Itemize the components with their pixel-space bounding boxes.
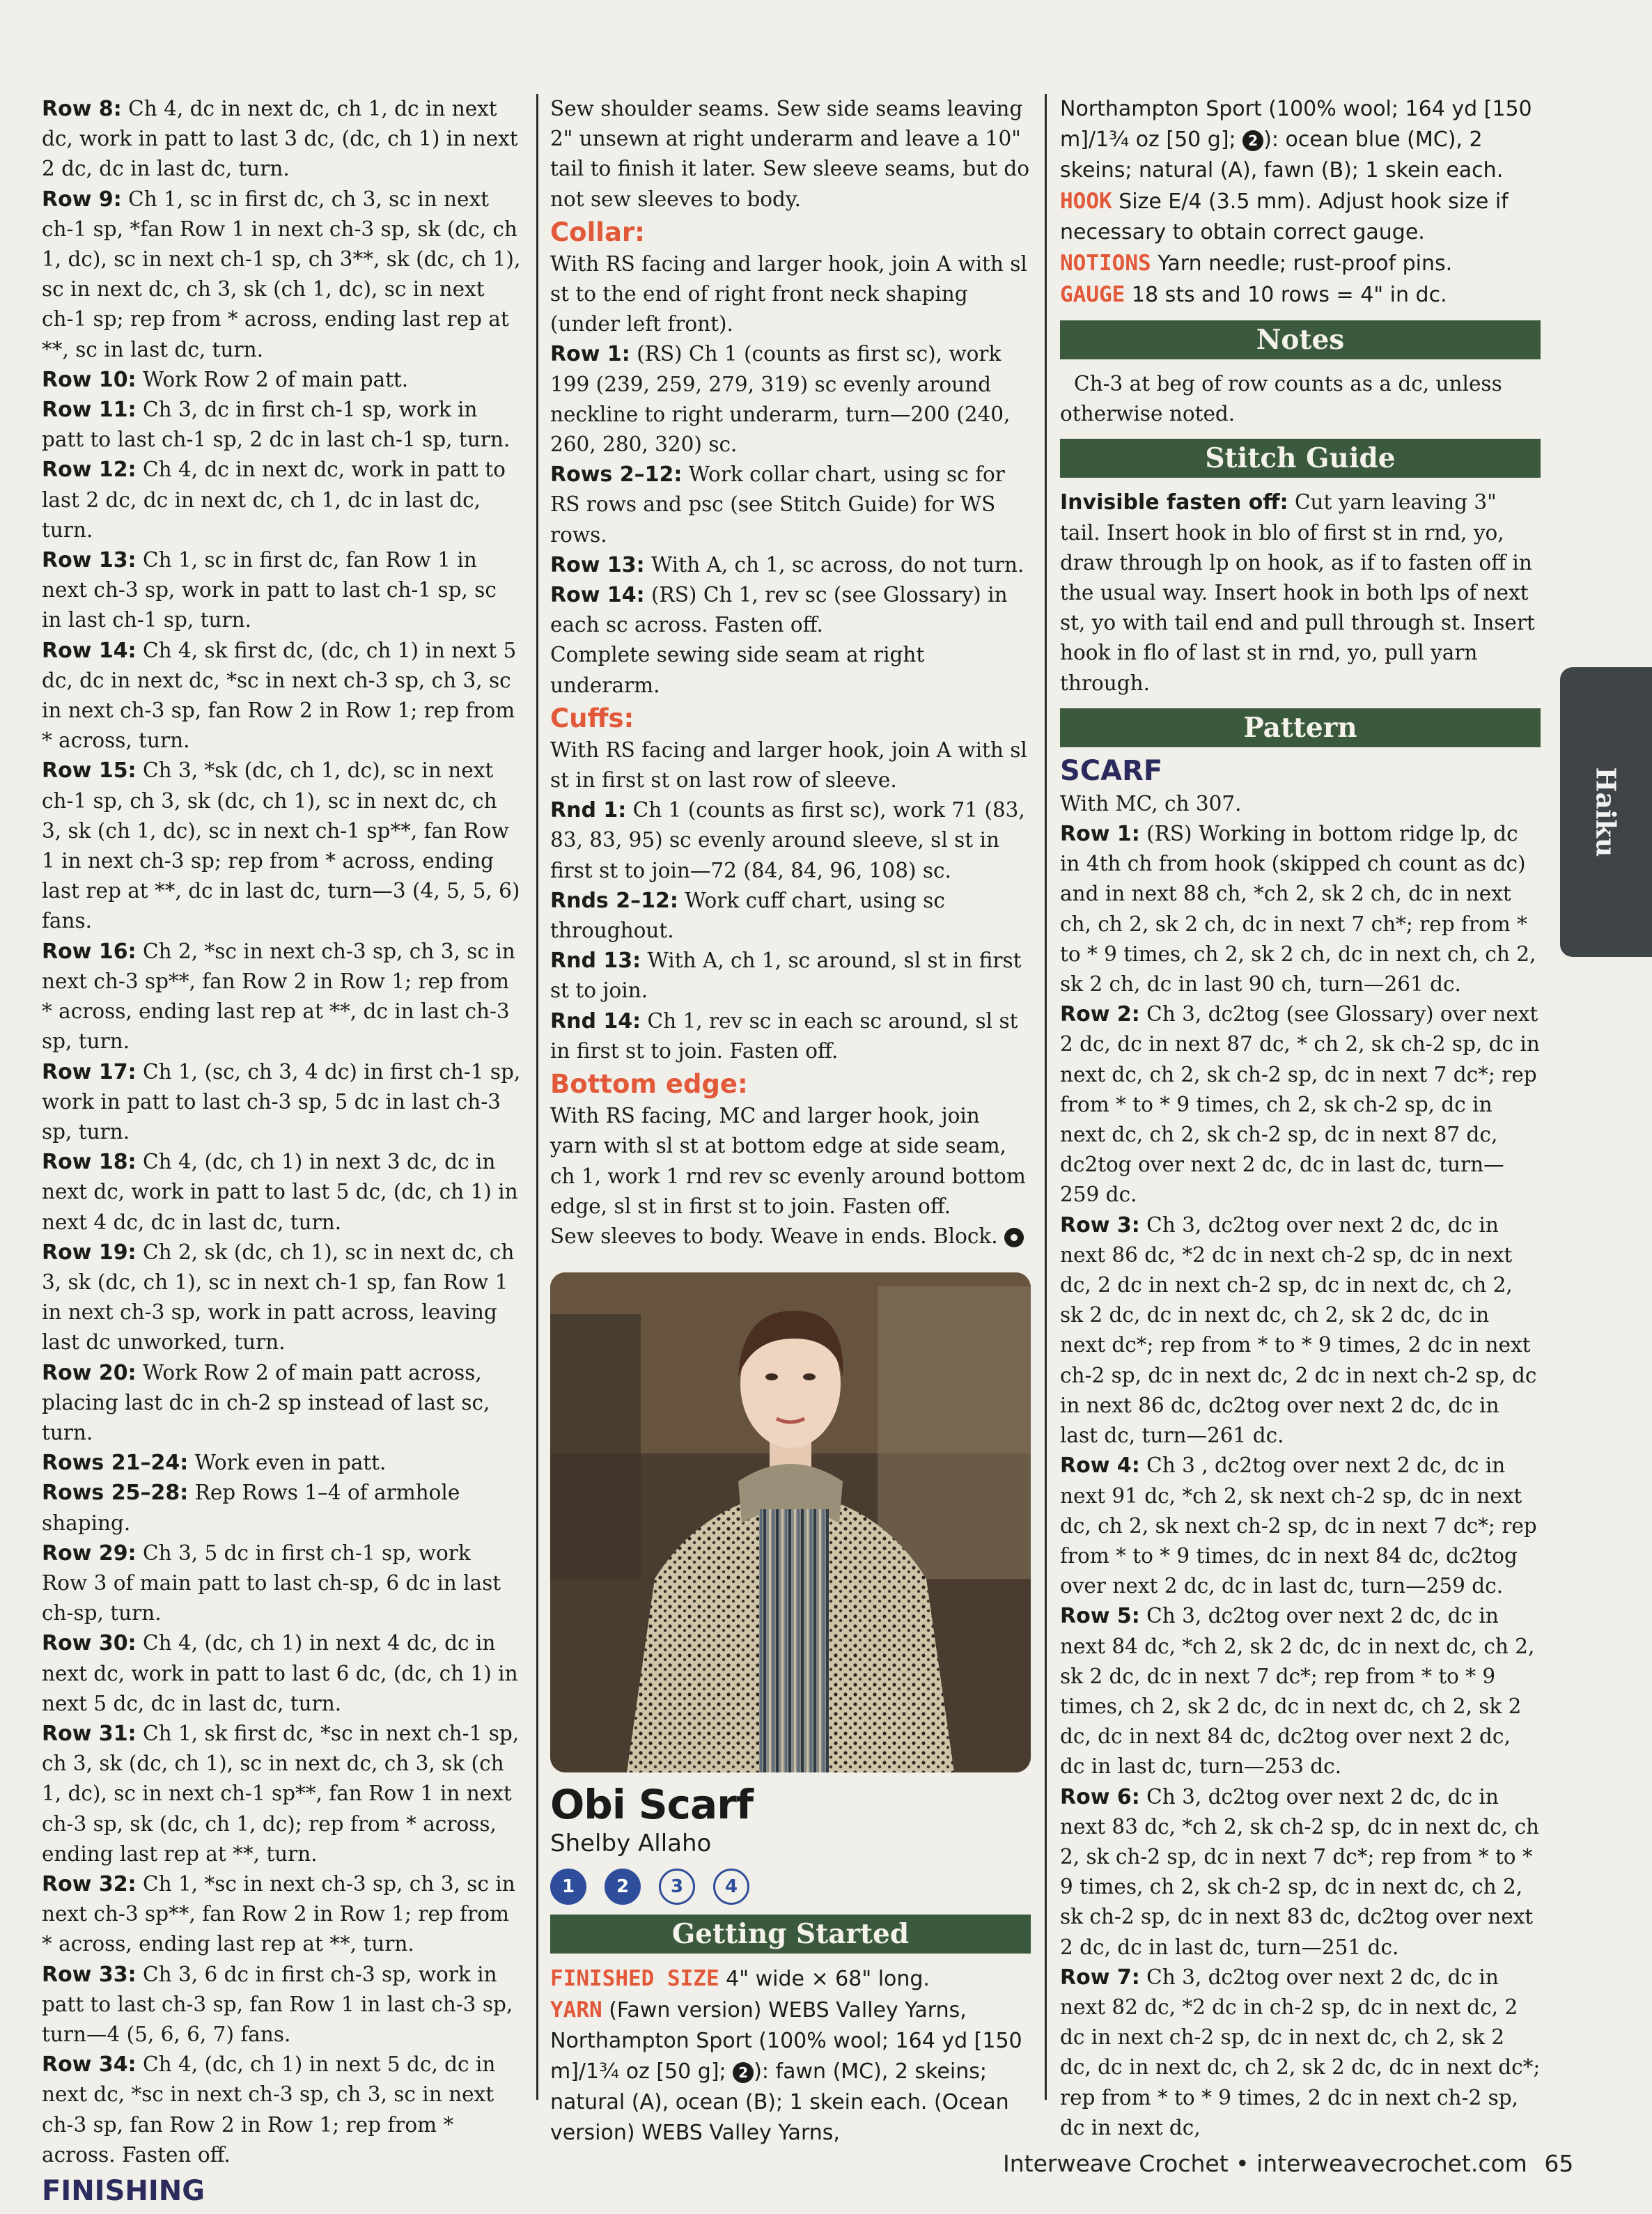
scarf-row-text: Ch 3, dc2tog (see Glossary) over next 2 dc, dc in next 87 dc, * ch 2, sk ch-2 sp, dc in next dc, ch 2, sk ch-2 sp, dc in next 7 dc*; rep from * to * 9 times, ch 2, sk ch-2 sp, dc in next dc, ch 2, sk ch-2 sp, dc in next 87 dc, dc2tog over next 2 dc, dc in last dc, turn—259 dc. (1060, 1002, 1540, 1207)
instruction-row (42, 1960, 521, 2050)
instruction-row-text: Rep Rows 1–4 of armhole shaping. (42, 1481, 460, 1535)
instruction-row (42, 455, 521, 545)
notions-label: NOTIONS (1060, 251, 1151, 276)
instruction-row-text: Ch 4, sk first dc, (dc, ch 1) in next 5 dc, dc in next dc, *sc in next ch-3 sp, ch 3, sc in next ch-3 sp, fan Row 2 in Row 1; rep from * across, turn. (42, 638, 517, 753)
instruction-row-label: Row 34: (42, 2052, 137, 2077)
collar-row-text: (RS) Ch 1 (counts as first sc), work 199 (239, 259, 279, 319) sc evenly around neckline to right underarm, turn—200 (240, 260, 280, 320) sc. (550, 342, 1011, 457)
scarf-row (1060, 819, 1541, 999)
cuff-row-text: Ch 1 (counts as first sc), work 71 (83, 83, 83, 95) sc evenly around sleeve, sl st in first st to join—72 (84, 84, 96, 108) sc. (550, 798, 1025, 882)
yarn-info (550, 1995, 1031, 2149)
scarf-row-label: Row 2: (1060, 1002, 1140, 1027)
gauge-value: 18 sts and 10 rows = 4" in dc. (1125, 283, 1447, 307)
instruction-row-label: Row 19: (42, 1240, 137, 1265)
instruction-row-text: Ch 4, (dc, ch 1) in next 3 dc, dc in next dc, work in patt to last 5 dc, (dc, ch 1) in next 4 dc, dc in last dc, turn. (42, 1150, 518, 1234)
gauge-label: GAUGE (1060, 282, 1125, 307)
instruction-row (42, 636, 521, 756)
getting-started-heading: Getting Started (550, 1915, 1031, 1954)
cuffs-heading: Cuffs: (550, 703, 634, 733)
skill-level-4: 4 (713, 1869, 749, 1905)
instruction-row (42, 1478, 521, 1538)
cuffs-intro: With RS facing and larger hook, join A with sl st in first st on last row of sleeve. (550, 738, 1027, 793)
hook-label: HOOK (1060, 189, 1112, 214)
instruction-row (42, 1238, 521, 1358)
notes-text: Ch-3 at beg of row counts as a dc, unless otherwise noted. (1060, 372, 1502, 426)
scarf-row-text: Ch 3 , dc2tog over next 2 dc, dc in next 91 dc, *ch 2, sk next ch-2 sp, dc in next dc, ch 2, sk next ch-2 sp, dc in next 7 dc*; rep from * to * 9 times, dc in next 84 dc, dc2tog over next 2 dc, dc in last dc, turn—259 dc. (1060, 1453, 1537, 1598)
instruction-row (42, 1719, 521, 1869)
instruction-row (42, 1057, 521, 1148)
cuff-row-label: Rnd 13: (550, 949, 641, 974)
model-photo-illustration (550, 1272, 1031, 1772)
scarf-row (1060, 1210, 1541, 1451)
instruction-row-label: Row 11: (42, 398, 137, 423)
skill-level-1: 1 (550, 1869, 586, 1905)
cuff-row (550, 946, 1031, 1006)
cuff-row (550, 795, 1031, 886)
yarn-label: YARN (550, 1997, 602, 2023)
collar-row-label: Row 1: (550, 342, 630, 367)
notions-info (1060, 248, 1541, 279)
instruction-row (42, 1448, 521, 1478)
scarf-row-label: Row 7: (1060, 1965, 1140, 1990)
scarf-row (1060, 1963, 1541, 2143)
column-rule-1 (536, 94, 538, 2100)
project-title: Obi Scarf (550, 1781, 754, 1829)
collar-row-label: Row 13: (550, 552, 645, 577)
bottom-edge-heading: Bottom edge: (550, 1069, 748, 1100)
invisible-fasten-off (1060, 488, 1541, 698)
instruction-row-label: Row 13: (42, 548, 137, 573)
instruction-row-label: Row 16: (42, 939, 137, 964)
finishing-intro: Sew shoulder seams. Sew side seams leaving 2" unsewn at right underarm and leave a 10" tail to finish it later. Sew sleeve seams, but do not sew sleeves to body. (550, 97, 1030, 211)
instruction-row-label: Row 14: (42, 638, 137, 663)
instruction-row-label: Row 32: (42, 1871, 137, 1896)
yarn-text-a: (Fawn version) WEBS Valley Yarns, Northampton Sport (100% wool; 164 yd [150 m]/1¾ oz [50 g]; (550, 1998, 1022, 2084)
instruction-row-text: Ch 1, (sc, ch 3, 4 dc) in first ch-1 sp, work in patt to last ch-3 sp, 5 dc in last ch-3 sp, turn. (42, 1059, 521, 1144)
collar-row-label: Rows 2–12: (550, 462, 683, 488)
stitch-guide-heading: Stitch Guide (1060, 439, 1541, 478)
finished-size-label: FINISHED SIZE (550, 1966, 719, 1992)
cuff-row-label: Rnd 14: (550, 1008, 641, 1034)
instruction-row-label: Row 18: (42, 1150, 137, 1175)
ifo-text: Cut yarn leaving 3" tail. Insert hook in blo of first st in rnd, yo, draw through lp on hook, as if to fasten off in the usual way. Insert hook in both lps of next st, yo with tail end and pull through st. Insert hook in flo of last st in rnd, yo, pull yarn through. (1060, 490, 1535, 695)
scarf-row-text: (RS) Working in bottom ridge lp, dc in 4th ch from hook (skipped ch count as dc) and in next 88 ch, *ch 2, sk 2 ch, dc in next ch, ch 2, sk 2 ch, dc in next 7 ch*; rep from * to * 9 times, ch 2, sk 2 ch, dc in next ch, ch 2, sk 2 ch, dc in last 90 ch, turn—261 dc. (1060, 822, 1536, 997)
finishing-heading: FINISHING (42, 2175, 205, 2208)
instruction-row (42, 395, 521, 455)
scarf-row-text: Ch 3, dc2tog over next 2 dc, dc in next 84 dc, *ch 2, sk 2 dc, dc in next dc, ch 2, sk 2 dc, dc in next 7 dc*; rep from * to * 9 times, ch 2, sk 2 dc, dc in next dc, ch 2, sk 2 dc, dc in next 84 dc, dc2tog over next 2 dc, dc in last dc, turn—253 dc. (1060, 1604, 1535, 1779)
instruction-row-text: Ch 1, sc in first dc, fan Row 1 in next ch-3 sp, work in patt to last ch-1 sp, sc in last ch-1 sp, turn. (42, 548, 497, 632)
column-rule-2 (1045, 94, 1047, 2100)
instruction-row (42, 2050, 521, 2170)
scarf-row-label: Row 3: (1060, 1213, 1140, 1238)
instruction-row (42, 1628, 521, 1719)
finished-size-value: 4" wide × 68" long. (719, 1967, 930, 1992)
instruction-row (42, 1147, 521, 1238)
cuff-row (550, 886, 1031, 946)
section-tab (1560, 667, 1652, 957)
page-footer (1003, 2150, 1573, 2177)
scarf-row-text: Ch 3, dc2tog over next 2 dc, dc in next 82 dc, *2 dc in ch-2 sp, dc in next dc, 2 dc in next ch-2 sp, dc in next dc, ch 2, sk 2 dc, dc in next dc, ch 2, sk 2 dc, dc in next dc*; rep from * to * 9 times, 2 dc in next ch-2 sp, dc in next dc, (1060, 1965, 1541, 2139)
scarf-row-label: Row 1: (1060, 822, 1140, 847)
instruction-row-label: Row 15: (42, 758, 137, 784)
yarn-cont-text-b: ): ocean blue (MC), 2 skeins; natural (A), fawn (B); 1 skein each. (1060, 127, 1504, 182)
notes-heading: Notes (1060, 320, 1541, 359)
yarn-cont-text-a: Northampton Sport (100% wool; 164 yd [150 m]/1¾ oz [50 g]; (1060, 97, 1532, 152)
footer-magazine: Interweave Crochet (1003, 2150, 1229, 2177)
yarn-weight-icon: 2 (733, 2062, 754, 2083)
section-tab-label: Haiku (1590, 767, 1622, 857)
collar-row-label: Row 14: (550, 583, 645, 608)
instruction-row (42, 1358, 521, 1449)
yarn-info-continued (1060, 94, 1541, 186)
cuff-row-label: Rnds 2–12: (550, 888, 678, 913)
collar-row (550, 580, 1031, 640)
instruction-row-label: Row 17: (42, 1059, 137, 1084)
collar-row-text: Work collar chart, using sc for RS rows and psc (see Stitch Guide) for WS rows. (550, 462, 1005, 547)
scarf-row-label: Row 4: (1060, 1453, 1140, 1479)
ifo-label: Invisible fasten off: (1060, 490, 1288, 515)
collar-heading: Collar: (550, 217, 645, 247)
instruction-row-label: Row 33: (42, 1962, 137, 1987)
column-3 (1060, 94, 1541, 2143)
collar-row (550, 460, 1031, 550)
instruction-row (42, 937, 521, 1057)
collar-end: Complete sewing side seam at right underarm. (550, 643, 925, 697)
skill-level-3: 3 (659, 1869, 695, 1905)
scarf-row-text: Ch 3, dc2tog over next 2 dc, dc in next 83 dc, *ch 2, sk ch-2 sp, dc in next dc, ch 2, sk ch-2 sp, dc in next 7 dc*; rep from * to * 9 times, ch 2, sk ch-2 sp, dc in next dc, ch 2, sk ch-2 sp, dc in next 83 dc, dc2tog over next 2 dc, dc in last dc, turn—251 dc. (1060, 1784, 1539, 1959)
instruction-row-text: Ch 1, sk first dc, *sc in next ch-1 sp, ch 3, sk (dc, ch 1), sc in next dc, ch 3, sk (ch 1, dc), sc in next ch-1 sp**, fan Row 1 in next ch-3 sp, sk (dc, ch 1, dc); rep from * across, ending last rep at **, turn. (42, 1721, 520, 1866)
finished-size (550, 1963, 1031, 1995)
instruction-row-text: Ch 4, (dc, ch 1) in next 5 dc, dc in next dc, *sc in next ch-3 sp, ch 3, sc in next ch-3 sp, fan Row 2 in Row 1; rep from * across. Fasten off. (42, 2052, 496, 2167)
scarf-rows (1060, 819, 1541, 2143)
cuffs-rows (550, 795, 1031, 1066)
instruction-row (42, 185, 521, 365)
scarf-row (1060, 1601, 1541, 1782)
instruction-row-label: Row 30: (42, 1631, 137, 1656)
instruction-row-label: Rows 21–24: (42, 1451, 189, 1476)
footer-url: interweavecrochet.com (1256, 2150, 1527, 2177)
instruction-row-label: Row 31: (42, 1721, 137, 1746)
instruction-row-text: Ch 1, *sc in next ch-3 sp, ch 3, sc in next ch-3 sp**, fan Row 2 in Row 1; rep from * across, ending last rep at **, turn. (42, 1871, 515, 1956)
bottom-edge-end (550, 1222, 1031, 1252)
yarn-text-b: ): fawn (MC), 2 skeins; natural (A), ocean (B); 1 skein each. (Ocean version) WEBS Valley Yarns, (550, 2059, 1009, 2146)
instruction-row-label: Rows 25–28: (42, 1481, 189, 1506)
gauge-info (1060, 279, 1541, 311)
scarf-row (1060, 999, 1541, 1210)
instruction-row (42, 365, 521, 395)
cuff-row-text: Work cuff chart, using sc throughout. (550, 888, 945, 943)
instruction-row-label: Row 12: (42, 458, 137, 483)
instruction-row-text: Work Row 2 of main patt across, placing last dc in ch-2 sp instead of last sc, turn. (42, 1360, 490, 1444)
column-1 (42, 94, 521, 2209)
scarf-heading: SCARF (1060, 754, 1163, 787)
instruction-row-text: Ch 1, sc in first dc, ch 3, sc in next ch-1 sp, *fan Row 1 in next ch-3 sp, sk (dc, ch 1, dc), sc in next ch-1 sp, ch 3**, sk (dc, ch 1), sc in next dc, ch 3, sk (ch 1, dc), sc in next ch-1 sp; rep from * across, ending last rep at **, sc in last dc, turn. (42, 187, 521, 361)
designer-name: Shelby Allaho (550, 1830, 712, 1858)
collar-row-text: With A, ch 1, sc across, do not turn. (644, 552, 1024, 577)
instruction-row-text: Ch 4, dc in next dc, work in patt to last 2 dc, dc in next dc, ch 1, dc in last dc, turn. (42, 458, 506, 542)
scarf-row-text: Ch 3, dc2tog over next 2 dc, dc in next 86 dc, *2 dc in next ch-2 sp, dc in next dc, 2 dc in next ch-2 sp, dc in next dc, ch 2, sk 2 dc, dc in next dc, ch 2, sk 2 dc, dc in next dc*; rep from * to * 9 times, 2 dc in next ch-2 sp, dc in next dc, 2 dc in next ch-2 sp, dc in next 86 dc, dc2tog over next 2 dc, dc in last dc, turn—261 dc. (1060, 1213, 1537, 1448)
instruction-row-text: Ch 3, dc in first ch-1 sp, work in patt to last ch-1 sp, 2 dc in last ch-1 sp, turn. (42, 398, 511, 452)
instruction-row (42, 94, 521, 185)
instruction-row-text: Ch 2, sk (dc, ch 1), sc in next dc, ch 3, sk (dc, ch 1), sc in next ch-1 sp, fan Row 1 in next ch-3 sp, work in patt across, leaving last dc unworked, turn. (42, 1240, 515, 1355)
instruction-row-text: Work even in patt. (188, 1451, 387, 1475)
skill-levels (550, 1869, 1031, 1905)
collar-row (550, 339, 1031, 460)
scarf-intro: With MC, ch 307. (1060, 791, 1242, 816)
scarf-row (1060, 1782, 1541, 1963)
pattern-heading: Pattern (1060, 708, 1541, 747)
cuff-row-text: With A, ch 1, sc around, sl st in first st to join. (550, 949, 1022, 1003)
bottom-edge-end-text: Sew sleeves to body. Weave in ends. Block. (550, 1224, 998, 1248)
collar-rows (550, 339, 1031, 640)
page-number: 65 (1544, 2150, 1574, 2177)
instruction-row (42, 1869, 521, 1960)
notions-value: Yarn needle; rust-proof pins. (1151, 251, 1453, 276)
yarn-weight-icon-2: 2 (1242, 130, 1263, 151)
instruction-row (42, 1538, 521, 1629)
instruction-row-text: Ch 3, *sk (dc, ch 1, dc), sc in next ch-1 sp, ch 3, sk (dc, ch 1), sc in next dc, ch 3, sk (ch 1, dc), sc in next ch-1 sp**, fan Row 1 in next ch-3 sp; rep from * across, ending last rep at **, dc in last dc, turn—3 (4, 5, 5, 6) fans. (42, 758, 520, 933)
cuff-row-label: Rnd 1: (550, 798, 627, 823)
instruction-row-text: Ch 4, (dc, ch 1) in next 4 dc, dc in next dc, work in patt to last 6 dc, (dc, ch 1) in next 5 dc, dc in last dc, turn. (42, 1631, 518, 1715)
end-mark-icon (1004, 1228, 1024, 1247)
column-2 (550, 94, 1031, 2149)
scarf-row-label: Row 5: (1060, 1604, 1140, 1629)
instruction-row-label: Row 29: (42, 1541, 137, 1566)
instruction-row-label: Row 20: (42, 1360, 137, 1385)
instruction-row (42, 545, 521, 636)
instruction-row-text: Ch 3, 6 dc in first ch-3 sp, work in patt to last ch-3 sp, fan Row 1 in last ch-3 sp, turn—4 (5, 6, 6, 7) fans. (42, 1962, 513, 2046)
instruction-row-label: Row 8: (42, 97, 122, 121)
instruction-row-label: Row 10: (42, 367, 137, 392)
scarf-row (1060, 1451, 1541, 1601)
collar-row-text: (RS) Ch 1, rev sc (see Glossary) in each sc across. Fasten off. (550, 583, 1008, 637)
instruction-row-text: Ch 3, 5 dc in first ch-1 sp, work Row 3 of main patt to last ch-sp, 6 dc in last ch-sp, turn. (42, 1541, 501, 1626)
bottom-edge-text: With RS facing, MC and larger hook, join yarn with sl st at bottom edge at side seam, ch 1, work 1 rnd rev sc evenly around bottom edge, sl st in first st to join. Fasten off. (550, 1104, 1026, 1218)
hook-info (1060, 186, 1541, 248)
collar-row (550, 550, 1031, 580)
model-photo (550, 1272, 1031, 1772)
cuff-row (550, 1006, 1031, 1066)
hook-value: Size E/4 (3.5 mm). Adjust hook size if necessary to obtain correct gauge. (1060, 189, 1509, 244)
cuff-row-text: Ch 1, rev sc in each sc around, sl st in first st to join. Fasten off. (550, 1008, 1018, 1063)
col1-rows (42, 94, 521, 2170)
instruction-row-label: Row 9: (42, 187, 122, 212)
instruction-row-text: Ch 2, *sc in next ch-3 sp, ch 3, sc in next ch-3 sp**, fan Row 2 in Row 1; rep from * across, ending last rep at **, dc in last ch-3 sp, turn. (42, 939, 515, 1054)
skill-level-2: 2 (605, 1869, 641, 1905)
footer-bullet: • (1236, 2150, 1249, 2177)
instruction-row-text: Ch 4, dc in next dc, ch 1, dc in next dc, work in patt to last 3 dc, (dc, ch 1) in next 2 dc, dc in last dc, turn. (42, 97, 518, 181)
instruction-row-text: Work Row 2 of main patt. (136, 367, 409, 391)
collar-intro: With RS facing and larger hook, join A with sl st to the end of right front neck shaping (under left front). (550, 251, 1027, 336)
instruction-row (42, 756, 521, 936)
scarf-row-label: Row 6: (1060, 1784, 1140, 1809)
